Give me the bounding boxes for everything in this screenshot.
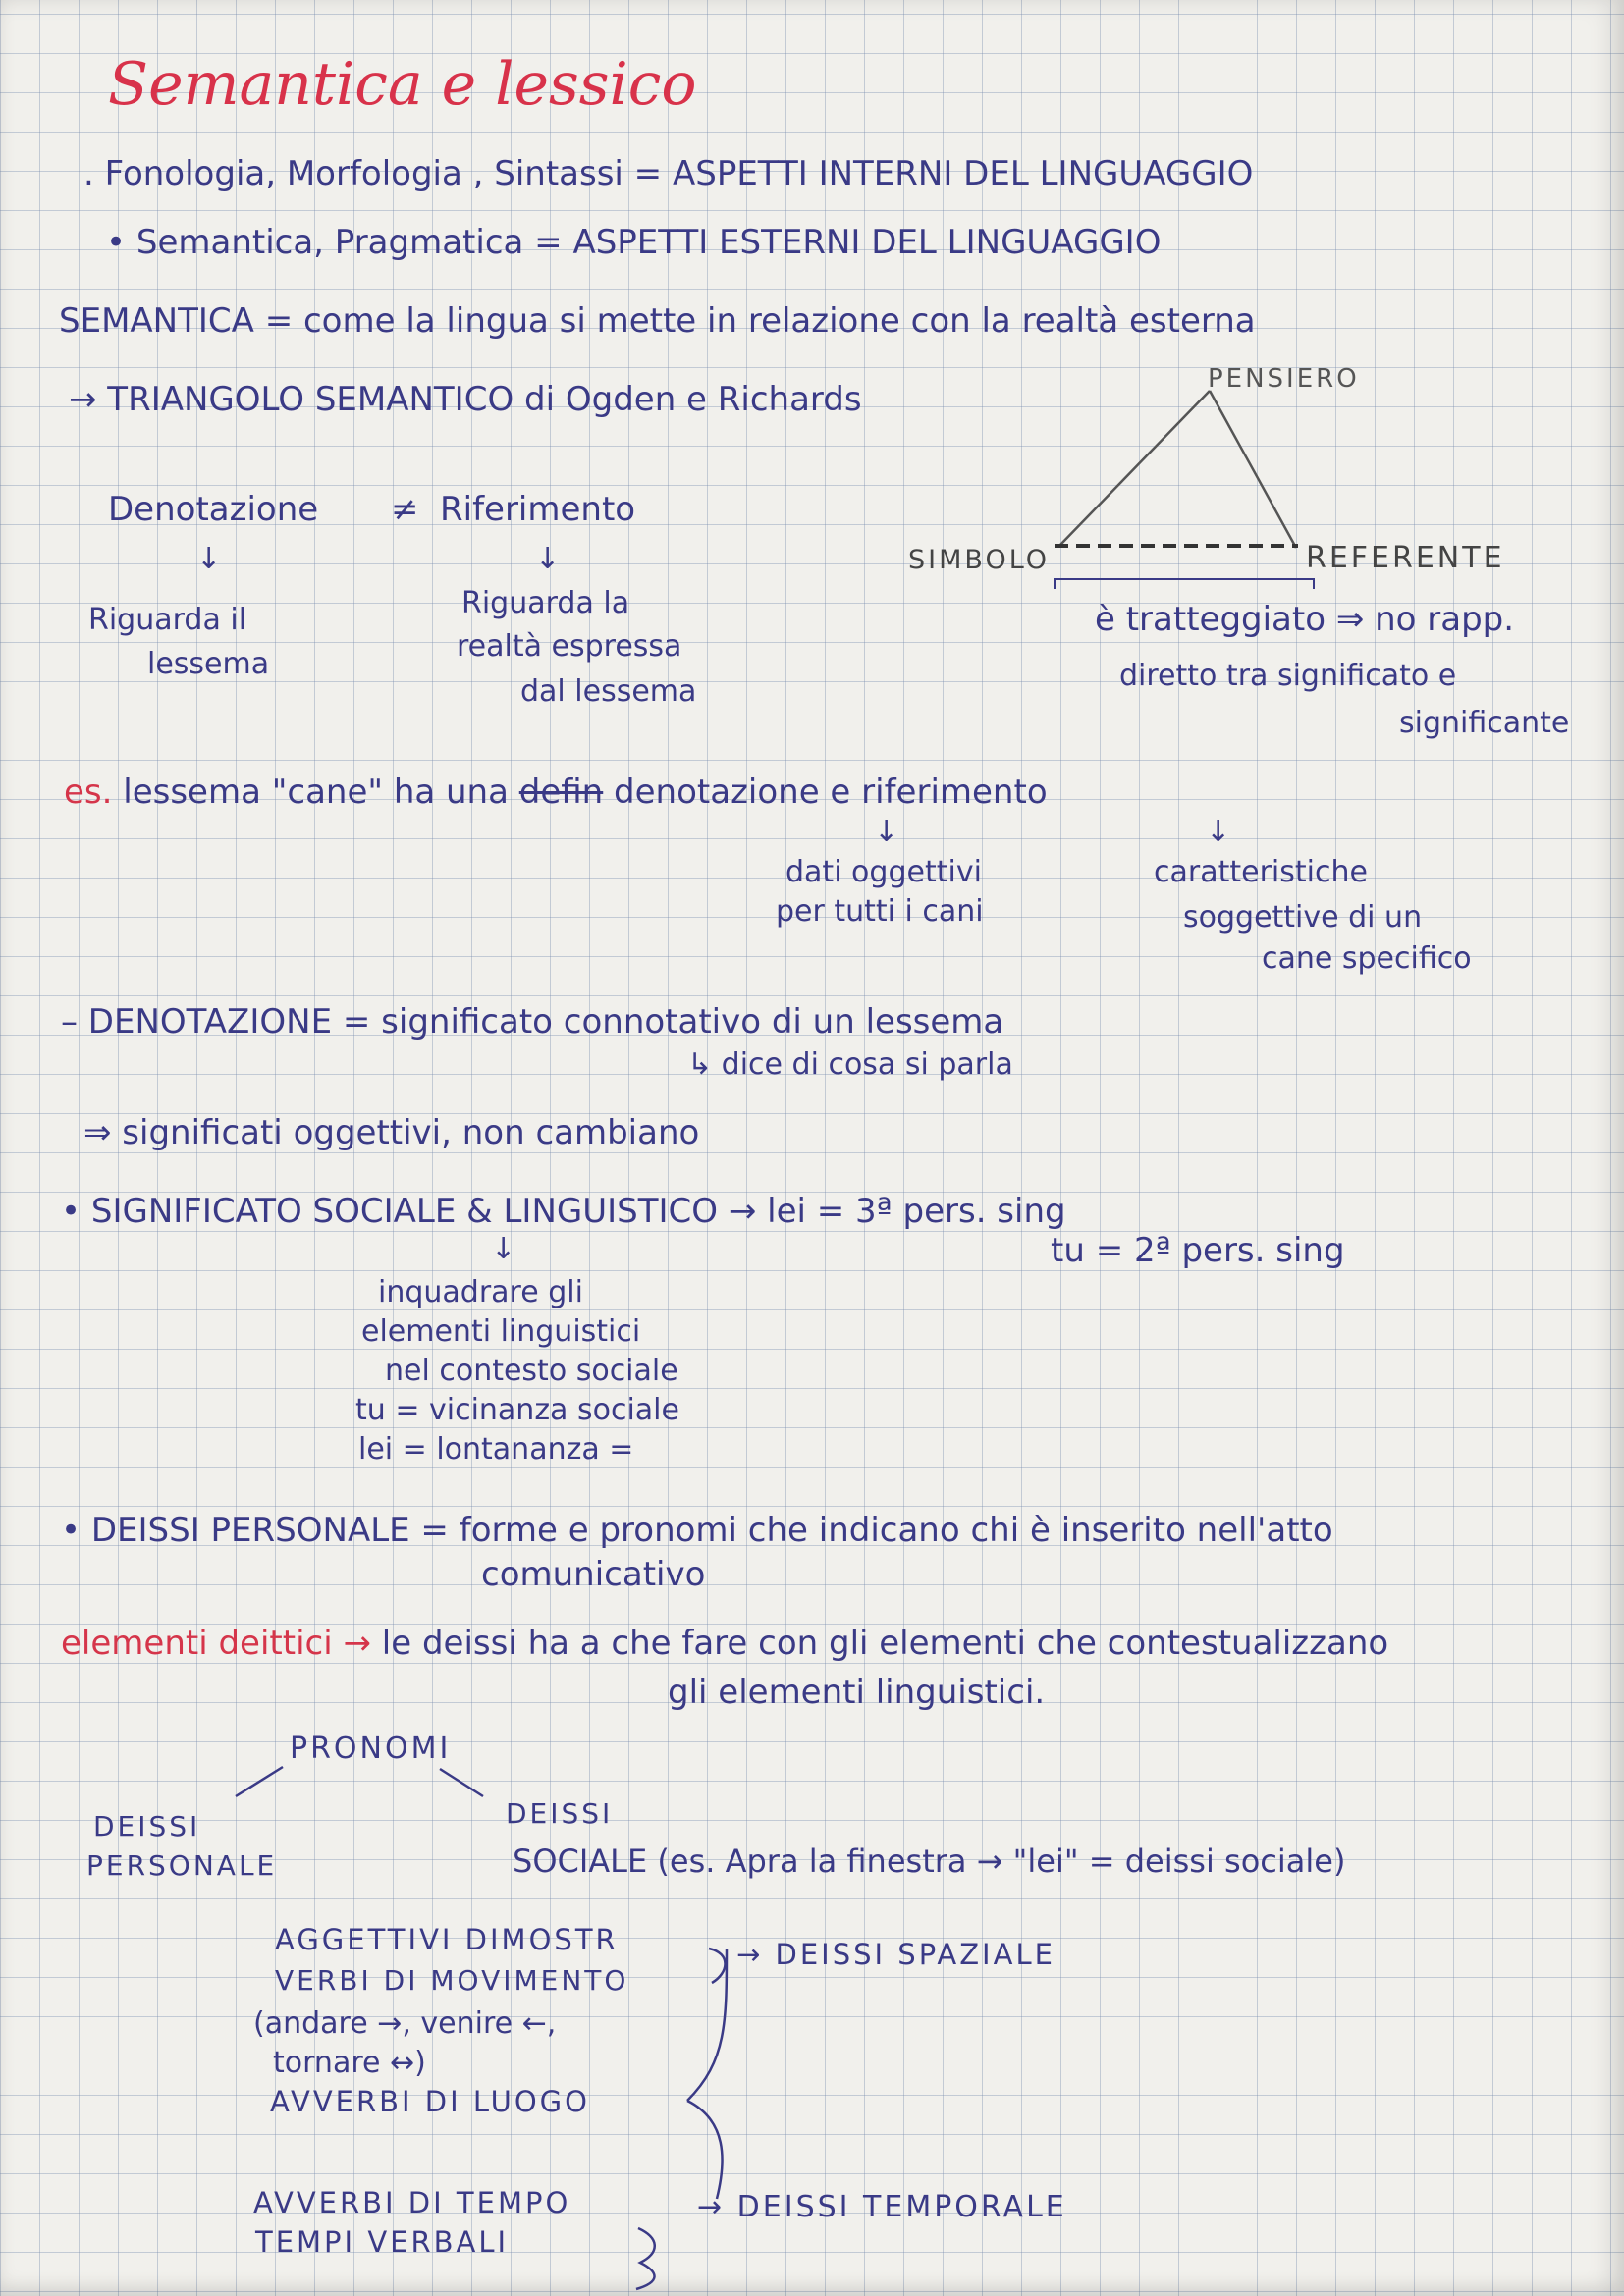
pronomi-root: PRONOMI bbox=[290, 1732, 452, 1766]
neq-sign: ≠ bbox=[391, 490, 419, 529]
riferimento-heading: Riferimento bbox=[440, 490, 636, 529]
es-cane-text-2: denotazione e riferimento bbox=[614, 773, 1048, 812]
triangle-note-2: diretto tra significato e bbox=[1119, 659, 1457, 693]
down-arrow-icon: ↓ bbox=[1206, 815, 1231, 849]
es-label: es. bbox=[64, 773, 113, 812]
caratteristiche-2: soggettive di un bbox=[1183, 900, 1423, 934]
down-arrow-icon: ↓ bbox=[535, 542, 561, 576]
denotazione-heading: Denotazione bbox=[108, 490, 319, 529]
deissi-personale-2: comunicativo bbox=[481, 1555, 706, 1594]
significato-sub-1: inquadrare gli bbox=[378, 1275, 583, 1309]
significato-sub-5: lei = lontananza = bbox=[358, 1432, 634, 1467]
triangle-note-3: significante bbox=[1399, 706, 1570, 740]
temporale-item-1: AVVERBI DI TEMPO bbox=[253, 2186, 571, 2219]
denotazione-desc-2: lessema bbox=[147, 647, 270, 681]
significato-head: • SIGNIFICATO SOCIALE & LINGUISTICO → lei = 3ª pers. sing bbox=[61, 1192, 1066, 1231]
deissi-personale-branch-2: PERSONALE bbox=[86, 1849, 278, 1882]
dati-oggettivi-1: dati oggettivi bbox=[785, 855, 982, 889]
line-semantica-def: SEMANTICA = come la lingua si mette in relazione con la realtà esterna bbox=[59, 301, 1256, 341]
elementi-lead: elementi deittici → bbox=[61, 1624, 371, 1663]
down-arrow-icon: ↓ bbox=[874, 815, 899, 849]
caratteristiche-3: cane specifico bbox=[1262, 941, 1472, 976]
spaziale-item-2: VERBI DI MOVIMENTO bbox=[275, 1964, 629, 1997]
denotazione-def-2: ↳ dice di cosa si parla bbox=[687, 1047, 1013, 1082]
page-title: Semantica e lessico bbox=[108, 50, 697, 119]
riferimento-desc-3: dal lessema bbox=[520, 674, 697, 709]
deissi-spaziale-label: → DEISSI SPAZIALE bbox=[736, 1938, 1056, 1971]
spaziale-item-1: AGGETTIVI DIMOSTR bbox=[275, 1923, 619, 1956]
elementi-text-1: le deissi ha a che fare con gli elementi che contestualizzano bbox=[381, 1624, 1389, 1663]
deissi-temporale-label: → DEISSI TEMPORALE bbox=[697, 2190, 1067, 2224]
deissi-sociale-branch-1: DEISSI bbox=[506, 1797, 614, 1830]
es-cane-text: lessema "cane" ha una bbox=[123, 773, 509, 812]
riferimento-desc-1: Riguarda la bbox=[461, 586, 630, 620]
significato-tu: tu = 2ª pers. sing bbox=[1051, 1231, 1345, 1270]
riferimento-desc-2: realtà espressa bbox=[457, 629, 682, 664]
triangle-note-1: è tratteggiato ⇒ no rapp. bbox=[1095, 600, 1515, 639]
significato-sub-3: nel contesto sociale bbox=[385, 1354, 678, 1388]
significato-sub-2: elementi linguistici bbox=[361, 1314, 641, 1349]
triangle-left-label: SIMBOLO bbox=[908, 545, 1051, 575]
triangle-right-label: REFERENTE bbox=[1306, 541, 1505, 575]
significato-sub-4: tu = vicinanza sociale bbox=[355, 1393, 679, 1427]
spaziale-item-4: tornare ↔) bbox=[273, 2046, 426, 2080]
deissi-personale-branch-1: DEISSI bbox=[93, 1810, 201, 1842]
deissi-personale-1: • DEISSI PERSONALE = forme e pronomi che indicano chi è inserito nell'atto bbox=[61, 1511, 1333, 1550]
struck-word: defin bbox=[518, 773, 604, 812]
down-arrow-icon: ↓ bbox=[491, 1232, 516, 1266]
spaziale-item-3: (andare →, venire ←, bbox=[253, 2006, 557, 2041]
spaziale-item-5: AVVERBI DI LUOGO bbox=[270, 2085, 590, 2118]
temporale-item-2: TEMPI VERBALI bbox=[255, 2225, 510, 2259]
line-aspetti-esterni: • Semantica, Pragmatica = ASPETTI ESTERNI DEL LINGUAGGIO bbox=[106, 223, 1162, 262]
denotazione-def-3: ⇒ significati oggettivi, non cambiano bbox=[83, 1113, 700, 1152]
caratteristiche-1: caratteristiche bbox=[1154, 855, 1368, 889]
denotazione-def-1: – DENOTAZIONE = significato connotativo di un lessema bbox=[61, 1002, 1004, 1041]
dati-oggettivi-2: per tutti i cani bbox=[776, 894, 984, 929]
down-arrow-icon: ↓ bbox=[196, 542, 222, 576]
deissi-sociale-branch-2: SOCIALE (es. Apra la finestra → "lei" = deissi sociale) bbox=[513, 1842, 1346, 1880]
denotazione-desc-1: Riguarda il bbox=[88, 603, 247, 637]
line-aspetti-interni: . Fonologia, Morfologia , Sintassi = ASPETTI INTERNI DEL LINGUAGGIO bbox=[83, 154, 1254, 193]
triangle-top-label: PENSIERO bbox=[1208, 364, 1360, 394]
elementi-text-2: gli elementi linguistici. bbox=[668, 1673, 1046, 1712]
line-triangolo: → TRIANGOLO SEMANTICO di Ogden e Richards bbox=[69, 380, 862, 419]
